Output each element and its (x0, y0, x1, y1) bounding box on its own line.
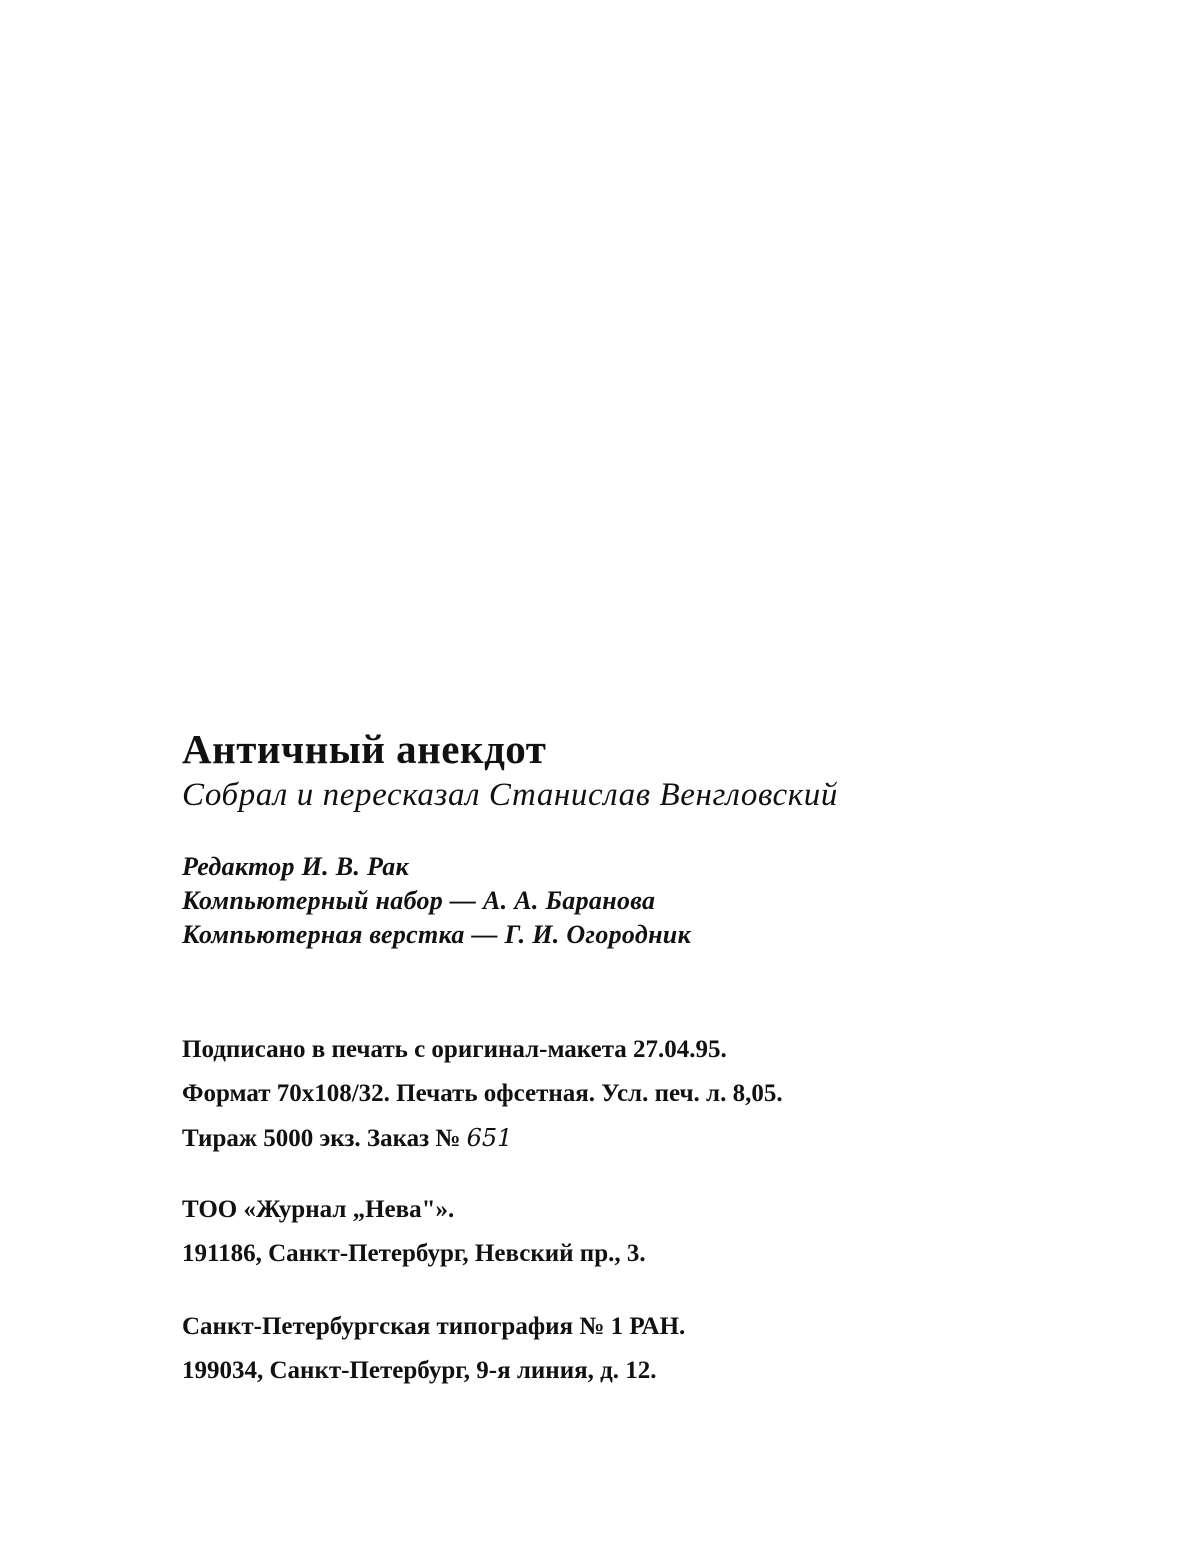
publisher-address: 191186, Санкт-Петербург, Невский пр., 3. (182, 1240, 646, 1267)
printer-address: 199034, Санкт-Петербург, 9-я линия, д. 12. (182, 1357, 657, 1384)
editor-credit: Редактор И. В. Рак (182, 852, 409, 881)
publisher-name: ТОО «Журнал „Нева"». (182, 1196, 455, 1223)
credits-block (182, 850, 1082, 952)
order-number: 651 (466, 1124, 513, 1152)
print-info-block (182, 1028, 1082, 1161)
layout-credit: Компьютерная верстка — Г. И. Огородник (182, 920, 692, 949)
publisher-block (182, 1188, 1082, 1276)
format-info: Формат 70х108/32. Печать офсетная. Усл. печ. л. 8,05. (182, 1080, 783, 1107)
typesetting-credit: Компьютерный набор — А. А. Баранова (182, 886, 656, 915)
print-run-line (182, 1116, 1082, 1161)
book-subtitle: Собрал и пересказал Станислав Венгловский (182, 777, 838, 813)
print-run-label: Тираж 5000 экз. Заказ № (182, 1125, 461, 1152)
printer-block (182, 1305, 1082, 1393)
printer-name: Санкт-Петербургская типография № 1 РАН. (182, 1313, 686, 1340)
book-title: Античный анекдот (182, 726, 547, 772)
signed-to-print: Подписано в печать с оригинал-макета 27.04.95. (182, 1036, 727, 1063)
